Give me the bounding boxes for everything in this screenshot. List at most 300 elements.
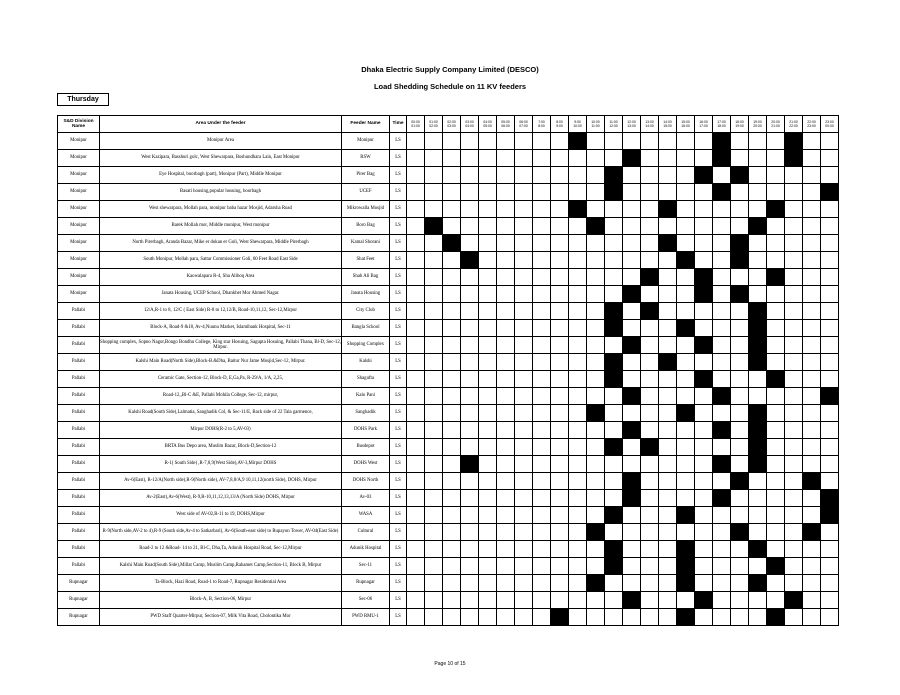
slot-cell — [713, 558, 731, 575]
slot-cell — [803, 167, 821, 184]
slot-cell — [767, 490, 785, 507]
slot-cell — [713, 371, 731, 388]
slot-cell — [749, 201, 767, 218]
slot-cell — [407, 371, 425, 388]
slot-cell — [497, 354, 515, 371]
slot-cell — [461, 286, 479, 303]
division-cell: Monipur — [58, 184, 100, 201]
slot-cell — [425, 422, 443, 439]
slot-cell — [731, 439, 749, 456]
slot-cell — [803, 575, 821, 592]
slot-cell — [587, 473, 605, 490]
slot-cell — [569, 371, 587, 388]
feeder-cell: Pirer Bag — [342, 167, 390, 184]
slot-cell — [515, 269, 533, 286]
shed-slot-cell — [785, 592, 803, 609]
slot-cell — [425, 490, 443, 507]
slot-cell — [461, 167, 479, 184]
slot-cell — [515, 303, 533, 320]
slot-cell — [821, 252, 839, 269]
slot-cell — [821, 286, 839, 303]
division-cell: Monipur — [58, 286, 100, 303]
slot-cell — [533, 541, 551, 558]
slot-cell — [461, 592, 479, 609]
slot-cell — [641, 405, 659, 422]
slot-cell — [803, 507, 821, 524]
slot-cell — [767, 167, 785, 184]
time-slot-header — [443, 116, 461, 133]
slot-cell — [443, 133, 461, 150]
slot-cell — [479, 456, 497, 473]
shed-slot-cell — [821, 490, 839, 507]
time-slot-header — [461, 116, 479, 133]
slot-cell — [461, 541, 479, 558]
slot-cell — [551, 337, 569, 354]
shed-slot-cell — [623, 337, 641, 354]
slot-cell — [533, 320, 551, 337]
feeder-cell: Shopping Complex — [342, 337, 390, 354]
slot-cell — [551, 133, 569, 150]
slot-cell — [443, 592, 461, 609]
division-cell: Monipur — [58, 235, 100, 252]
slot-cell — [551, 524, 569, 541]
slot-cell — [533, 405, 551, 422]
slot-cell — [695, 235, 713, 252]
slot-cell — [479, 507, 497, 524]
shed-slot-cell — [605, 439, 623, 456]
slot-cell — [767, 337, 785, 354]
slot-cell — [587, 541, 605, 558]
slot-cell — [677, 133, 695, 150]
feeder-cell: Shah Ali Bag — [342, 269, 390, 286]
shed-slot-cell — [569, 133, 587, 150]
slot-cell — [479, 592, 497, 609]
slot-cell — [677, 524, 695, 541]
slot-start: 9:00 — [574, 119, 581, 124]
shed-slot-cell — [695, 371, 713, 388]
shed-slot-cell — [767, 371, 785, 388]
slot-cell — [695, 252, 713, 269]
slot-cell — [515, 133, 533, 150]
slot-cell — [533, 337, 551, 354]
division-cell: Pallabi — [58, 490, 100, 507]
slot-cell — [551, 405, 569, 422]
slot-cell — [767, 422, 785, 439]
slot-end: 18:00 — [717, 124, 726, 128]
slot-cell — [821, 558, 839, 575]
slot-cell — [749, 473, 767, 490]
slot-cell — [785, 456, 803, 473]
slot-cell — [605, 405, 623, 422]
slot-cell — [749, 507, 767, 524]
slot-cell — [749, 490, 767, 507]
slot-cell — [587, 490, 605, 507]
slot-cell — [551, 269, 569, 286]
feeder-cell: RSW — [342, 150, 390, 167]
slot-cell — [785, 473, 803, 490]
slot-end: 13:00 — [627, 124, 636, 128]
slot-cell — [407, 575, 425, 592]
shed-slot-cell — [461, 456, 479, 473]
slot-cell — [821, 473, 839, 490]
slot-cell — [461, 371, 479, 388]
slot-cell — [641, 558, 659, 575]
slot-cell — [695, 609, 713, 626]
slot-cell — [641, 184, 659, 201]
slot-cell — [479, 490, 497, 507]
slot-cell — [749, 184, 767, 201]
shed-slot-cell — [749, 354, 767, 371]
slot-cell — [533, 354, 551, 371]
shed-slot-cell — [623, 490, 641, 507]
slot-cell — [497, 575, 515, 592]
slot-cell — [641, 592, 659, 609]
slot-cell — [785, 320, 803, 337]
feeder-cell: DOHS West — [342, 456, 390, 473]
slot-cell — [713, 524, 731, 541]
slot-cell — [587, 609, 605, 626]
slot-cell — [407, 337, 425, 354]
slot-cell — [515, 286, 533, 303]
slot-cell — [515, 184, 533, 201]
shed-slot-cell — [803, 524, 821, 541]
slot-start: 7:00 — [538, 119, 545, 124]
division-cell: Monipur — [58, 252, 100, 269]
slot-cell — [659, 218, 677, 235]
slot-cell — [695, 490, 713, 507]
slot-cell — [641, 388, 659, 405]
slot-cell — [641, 286, 659, 303]
slot-cell — [479, 133, 497, 150]
slot-start: 8:00 — [556, 119, 563, 124]
slot-cell — [569, 388, 587, 405]
page-footer: Page 10 of 15 — [434, 661, 466, 667]
division-cell: Pallabi — [58, 303, 100, 320]
slot-cell — [767, 405, 785, 422]
time-cell: LS — [390, 269, 407, 286]
slot-cell — [515, 456, 533, 473]
slot-start: 14:00 — [663, 119, 672, 124]
slot-cell — [587, 303, 605, 320]
slot-cell — [551, 592, 569, 609]
area-cell: BRTA Bus Depo area, Muslim Bazar, Block-D,Section-12 — [100, 439, 342, 456]
slot-cell — [569, 609, 587, 626]
slot-cell — [803, 388, 821, 405]
time-slot-header — [677, 116, 695, 133]
feeder-cell: Shagufta — [342, 371, 390, 388]
slot-cell — [461, 218, 479, 235]
slot-cell — [533, 150, 551, 167]
time-slot-header — [515, 116, 533, 133]
time-slot-header — [731, 116, 749, 133]
slot-cell — [731, 575, 749, 592]
time-slot-header — [623, 116, 641, 133]
slot-cell — [551, 167, 569, 184]
slot-cell — [713, 473, 731, 490]
slot-cell — [749, 235, 767, 252]
slot-cell — [587, 150, 605, 167]
slot-cell — [551, 371, 569, 388]
slot-cell — [713, 405, 731, 422]
slot-cell — [497, 507, 515, 524]
slot-cell — [515, 507, 533, 524]
slot-cell — [569, 439, 587, 456]
slot-cell — [641, 524, 659, 541]
slot-cell — [479, 558, 497, 575]
time-slot-header — [785, 116, 803, 133]
table-row — [58, 252, 839, 269]
area-cell: North Pirerbagh, Aranda Bazar, Mike er dokan er Goli, West Shewarpara, Middle Pirerbagh — [100, 235, 342, 252]
slot-cell — [407, 167, 425, 184]
slot-cell — [803, 320, 821, 337]
slot-cell — [407, 592, 425, 609]
slot-start: 20:00 — [771, 119, 780, 124]
shed-slot-cell — [605, 541, 623, 558]
slot-cell — [569, 490, 587, 507]
feeder-cell: Shat Feet — [342, 252, 390, 269]
slot-cell — [677, 439, 695, 456]
slot-cell — [713, 218, 731, 235]
slot-cell — [425, 252, 443, 269]
slot-cell — [623, 201, 641, 218]
slot-cell — [785, 524, 803, 541]
slot-cell — [785, 558, 803, 575]
slot-cell — [587, 439, 605, 456]
slot-cell — [821, 201, 839, 218]
slot-cell — [515, 609, 533, 626]
shed-slot-cell — [785, 150, 803, 167]
slot-cell — [659, 320, 677, 337]
time-cell: LS — [390, 609, 407, 626]
slot-cell — [785, 490, 803, 507]
slot-cell — [407, 558, 425, 575]
area-cell: R-1( South Side) ,R-7,8,9(West Side),AV-3,Mirpur DOHS — [100, 456, 342, 473]
slot-cell — [569, 507, 587, 524]
shed-slot-cell — [677, 558, 695, 575]
slot-cell — [659, 609, 677, 626]
area-cell: Av-2(East),Av-6(West), R-9,R-10,11,12,13,13/A (North Side) DOHS, Mirpur — [100, 490, 342, 507]
feeder-cell: Cultural — [342, 524, 390, 541]
slot-cell — [443, 473, 461, 490]
slot-start: 04:00 — [483, 119, 492, 124]
slot-cell — [659, 269, 677, 286]
slot-end: 00:00 — [825, 124, 834, 128]
slot-cell — [821, 439, 839, 456]
slot-cell — [461, 524, 479, 541]
slot-cell — [641, 490, 659, 507]
area-cell: 12/A,R-1 to 8, 12/C ( East Side) R-8 to 12,12/B, Road-10,11,12, Sec-12,Mirpur — [100, 303, 342, 320]
slot-cell — [587, 184, 605, 201]
time-header: Time — [390, 116, 407, 133]
area-cell: Ceramic Gate, Section-12, Block-D, E,Ga,Pa, R-29/A, 1/A, 2,25, — [100, 371, 342, 388]
slot-cell — [407, 252, 425, 269]
slot-end: 15:00 — [663, 124, 672, 128]
division-cell: Pallabi — [58, 422, 100, 439]
slot-cell — [821, 303, 839, 320]
slot-cell — [731, 490, 749, 507]
slot-cell — [731, 388, 749, 405]
time-cell: LS — [390, 167, 407, 184]
slot-cell — [497, 235, 515, 252]
slot-cell — [587, 371, 605, 388]
shed-slot-cell — [695, 286, 713, 303]
shed-slot-cell — [605, 354, 623, 371]
slot-cell — [767, 303, 785, 320]
slot-cell — [461, 405, 479, 422]
slot-cell — [767, 320, 785, 337]
slot-cell — [551, 575, 569, 592]
slot-cell — [425, 592, 443, 609]
slot-cell — [605, 337, 623, 354]
slot-cell — [479, 235, 497, 252]
table-row — [58, 524, 839, 541]
slot-cell — [461, 422, 479, 439]
slot-cell — [749, 286, 767, 303]
slot-cell — [407, 609, 425, 626]
slot-cell — [623, 575, 641, 592]
slot-cell — [731, 354, 749, 371]
slot-cell — [605, 286, 623, 303]
slot-cell — [695, 439, 713, 456]
slot-cell — [785, 388, 803, 405]
slot-cell — [659, 150, 677, 167]
time-cell: LS — [390, 303, 407, 320]
slot-cell — [515, 320, 533, 337]
slot-cell — [659, 439, 677, 456]
slot-cell — [461, 439, 479, 456]
table-row — [58, 167, 839, 184]
slot-cell — [443, 252, 461, 269]
slot-cell — [623, 524, 641, 541]
slot-cell — [605, 269, 623, 286]
time-slot-header — [407, 116, 425, 133]
table-row — [58, 558, 839, 575]
slot-cell — [407, 524, 425, 541]
shed-slot-cell — [677, 252, 695, 269]
slot-cell — [443, 439, 461, 456]
slot-cell — [461, 184, 479, 201]
slot-cell — [659, 507, 677, 524]
slot-cell — [731, 133, 749, 150]
slot-cell — [533, 592, 551, 609]
slot-cell — [407, 456, 425, 473]
slot-cell — [425, 558, 443, 575]
slot-cell — [551, 184, 569, 201]
area-cell: Shopping complex, Sopno Nagor,Bongo Bondhu College, King star Hosuing, Sagupta Hosuing, Pallabi Thana, Bl-D, Sec-12, Mirpur. — [100, 337, 342, 354]
shed-slot-cell — [749, 405, 767, 422]
slot-cell — [407, 507, 425, 524]
slot-cell — [551, 456, 569, 473]
slot-cell — [803, 541, 821, 558]
slot-cell — [515, 405, 533, 422]
shed-slot-cell — [677, 609, 695, 626]
shed-slot-cell — [749, 218, 767, 235]
slot-cell — [713, 303, 731, 320]
slot-cell — [677, 269, 695, 286]
slot-cell — [569, 541, 587, 558]
slot-cell — [623, 456, 641, 473]
slot-cell — [713, 167, 731, 184]
slot-cell — [659, 422, 677, 439]
slot-cell — [461, 354, 479, 371]
slot-cell — [515, 473, 533, 490]
slot-cell — [551, 473, 569, 490]
feeder-cell: Busdepot — [342, 439, 390, 456]
slot-cell — [659, 490, 677, 507]
slot-cell — [497, 592, 515, 609]
time-slot-header — [659, 116, 677, 133]
time-slot-header — [695, 116, 713, 133]
slot-start: 01:00 — [429, 119, 438, 124]
slot-cell — [461, 507, 479, 524]
shed-slot-cell — [749, 541, 767, 558]
slot-cell — [785, 575, 803, 592]
slot-cell — [677, 218, 695, 235]
slot-end: 19:00 — [735, 124, 744, 128]
slot-cell — [533, 167, 551, 184]
slot-end: 20:00 — [753, 124, 762, 128]
slot-cell — [407, 490, 425, 507]
slot-start: 13:00 — [645, 119, 654, 124]
slot-cell — [767, 133, 785, 150]
time-slot-header — [587, 116, 605, 133]
slot-start: 03:00 — [465, 119, 474, 124]
area-cell: Block-A, B, Section-06, Mirpur — [100, 592, 342, 609]
shed-slot-cell — [659, 201, 677, 218]
slot-end: 16:00 — [681, 124, 690, 128]
division-cell: Pallabi — [58, 541, 100, 558]
time-cell: LS — [390, 286, 407, 303]
slot-cell — [461, 388, 479, 405]
shed-slot-cell — [587, 218, 605, 235]
slot-cell — [551, 218, 569, 235]
slot-cell — [425, 269, 443, 286]
table-row — [58, 388, 839, 405]
slot-cell — [785, 201, 803, 218]
slot-cell — [767, 473, 785, 490]
slot-cell — [821, 167, 839, 184]
slot-cell — [659, 456, 677, 473]
slot-cell — [497, 405, 515, 422]
slot-cell — [407, 150, 425, 167]
slot-cell — [659, 575, 677, 592]
table-row — [58, 439, 839, 456]
slot-cell — [425, 303, 443, 320]
slot-cell — [425, 507, 443, 524]
shed-slot-cell — [749, 337, 767, 354]
slot-cell — [569, 150, 587, 167]
time-cell: LS — [390, 133, 407, 150]
slot-cell — [785, 337, 803, 354]
slot-cell — [479, 609, 497, 626]
time-cell: LS — [390, 405, 407, 422]
area-cell: Mirpur DOHS(R-2 to 5,AV-03) — [100, 422, 342, 439]
slot-cell — [623, 269, 641, 286]
shed-slot-cell — [677, 575, 695, 592]
shed-slot-cell — [749, 575, 767, 592]
slot-cell — [515, 490, 533, 507]
slot-cell — [497, 320, 515, 337]
slot-cell — [551, 541, 569, 558]
slot-cell — [803, 235, 821, 252]
division-cell: Pallabi — [58, 473, 100, 490]
slot-cell — [659, 524, 677, 541]
slot-cell — [515, 422, 533, 439]
area-cell: South Monipur, Mollah para, Sattar Commissioner Goli, 60 Feet Road East Side — [100, 252, 342, 269]
slot-cell — [677, 303, 695, 320]
slot-cell — [587, 269, 605, 286]
slot-cell — [641, 422, 659, 439]
